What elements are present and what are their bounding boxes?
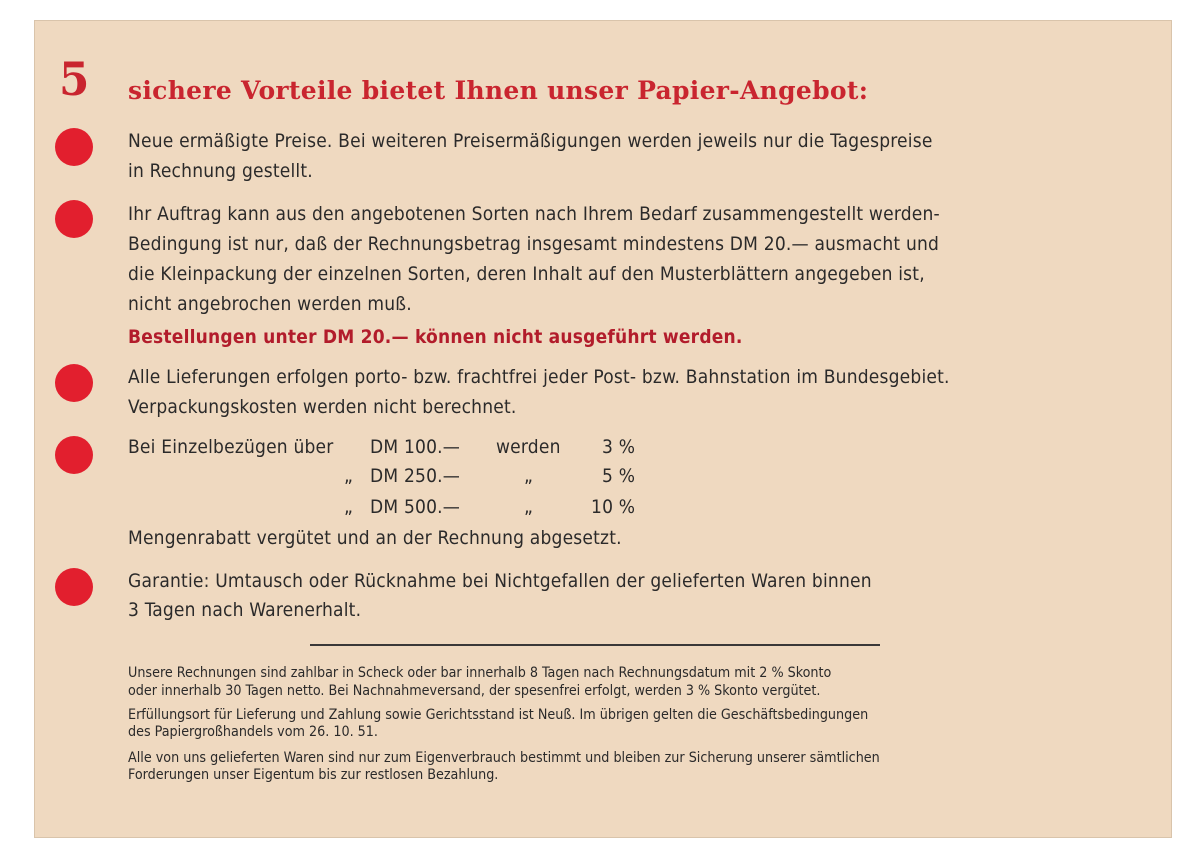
footnote-line-6: Forderungen unser Eigentum bis zur restlosen Bezahlung.	[128, 767, 499, 783]
advantage-5-line-2: 3 Tagen nach Warenerhalt.	[128, 599, 362, 621]
advantage-2-line-1: Ihr Auftrag kann aus den angebotenen Sorten nach Ihrem Bedarf zusammengestellt werden-	[128, 203, 940, 225]
divider-line	[310, 644, 880, 646]
advantage-1-line-2: in Rechnung gestellt.	[128, 160, 313, 182]
discount-row-2-prefix: „	[344, 465, 354, 487]
advantage-3-line-2: Verpackungskosten werden nicht berechnet.	[128, 396, 517, 418]
advantage-1-line-1: Neue ermäßigte Preise. Bei weiteren Preisermäßigungen werden jeweils nur die Tagespreise	[128, 130, 933, 152]
discount-row-2-amount: DM 250.—	[370, 465, 461, 487]
discount-row-1-rate: 3 %	[602, 436, 636, 458]
bullet-dot-4	[55, 436, 93, 474]
advantage-5-line-1: Garantie: Umtausch oder Rücknahme bei Nichtgefallen der gelieferten Waren binnen	[128, 570, 872, 592]
page-title: sichere Vorteile bietet Ihnen unser Papier-Angebot:	[128, 76, 869, 105]
discount-row-1-amount: DM 100.—	[370, 436, 461, 458]
minimum-order-warning: Bestellungen unter DM 20.— können nicht ausgeführt werden.	[128, 326, 743, 348]
footnote-line-3: Erfüllungsort für Lieferung und Zahlung sowie Gerichtsstand ist Neuß. Im übrigen gelten die Geschäftsbedingungen	[128, 707, 869, 723]
discount-row-1-verb: werden	[496, 436, 561, 458]
advantage-3-line-1: Alle Lieferungen erfolgen porto- bzw. frachtfrei jeder Post- bzw. Bahnstation im Bundesgebiet.	[128, 366, 950, 388]
bullet-dot-2	[55, 200, 93, 238]
discount-row-3-amount: DM 500.—	[370, 496, 461, 518]
discount-row-2-rate: 5 %	[602, 465, 636, 487]
bullet-dot-3	[55, 364, 93, 402]
discount-row-3-verb: „	[524, 496, 534, 518]
discount-footer: Mengenrabatt vergütet und an der Rechnung abgesetzt.	[128, 527, 622, 549]
bullet-dot-1	[55, 128, 93, 166]
bullet-dot-5	[55, 568, 93, 606]
advantage-2-line-3: die Kleinpackung der einzelnen Sorten, deren Inhalt auf den Musterblättern angegeben ist,	[128, 263, 925, 285]
discount-row-1-prefix: Bei Einzelbezügen über	[128, 436, 334, 458]
footnote-line-4: des Papiergroßhandels vom 26. 10. 51.	[128, 724, 378, 740]
discount-row-2-verb: „	[524, 465, 534, 487]
discount-row-3-rate: 10 %	[591, 496, 636, 518]
footnote-line-1: Unsere Rechnungen sind zahlbar in Scheck oder bar innerhalb 8 Tagen nach Rechnungsdatum mit 2 % Skonto	[128, 665, 832, 681]
footnote-line-2: oder innerhalb 30 Tagen netto. Bei Nachnahmeversand, der spesenfrei erfolgt, werden 3 % Skonto vergütet.	[128, 683, 821, 699]
footnote-line-5: Alle von uns gelieferten Waren sind nur zum Eigenverbrauch bestimmt und bleiben zur Sicherung unserer sämtlichen	[128, 750, 880, 766]
discount-row-3-prefix: „	[344, 496, 354, 518]
advantage-2-line-2: Bedingung ist nur, daß der Rechnungsbetrag insgesamt mindestens DM 20.— ausmacht und	[128, 233, 940, 255]
advantage-count: 5	[59, 52, 90, 106]
discount-table	[128, 432, 648, 525]
advantage-2-line-4: nicht angebrochen werden muß.	[128, 293, 412, 315]
